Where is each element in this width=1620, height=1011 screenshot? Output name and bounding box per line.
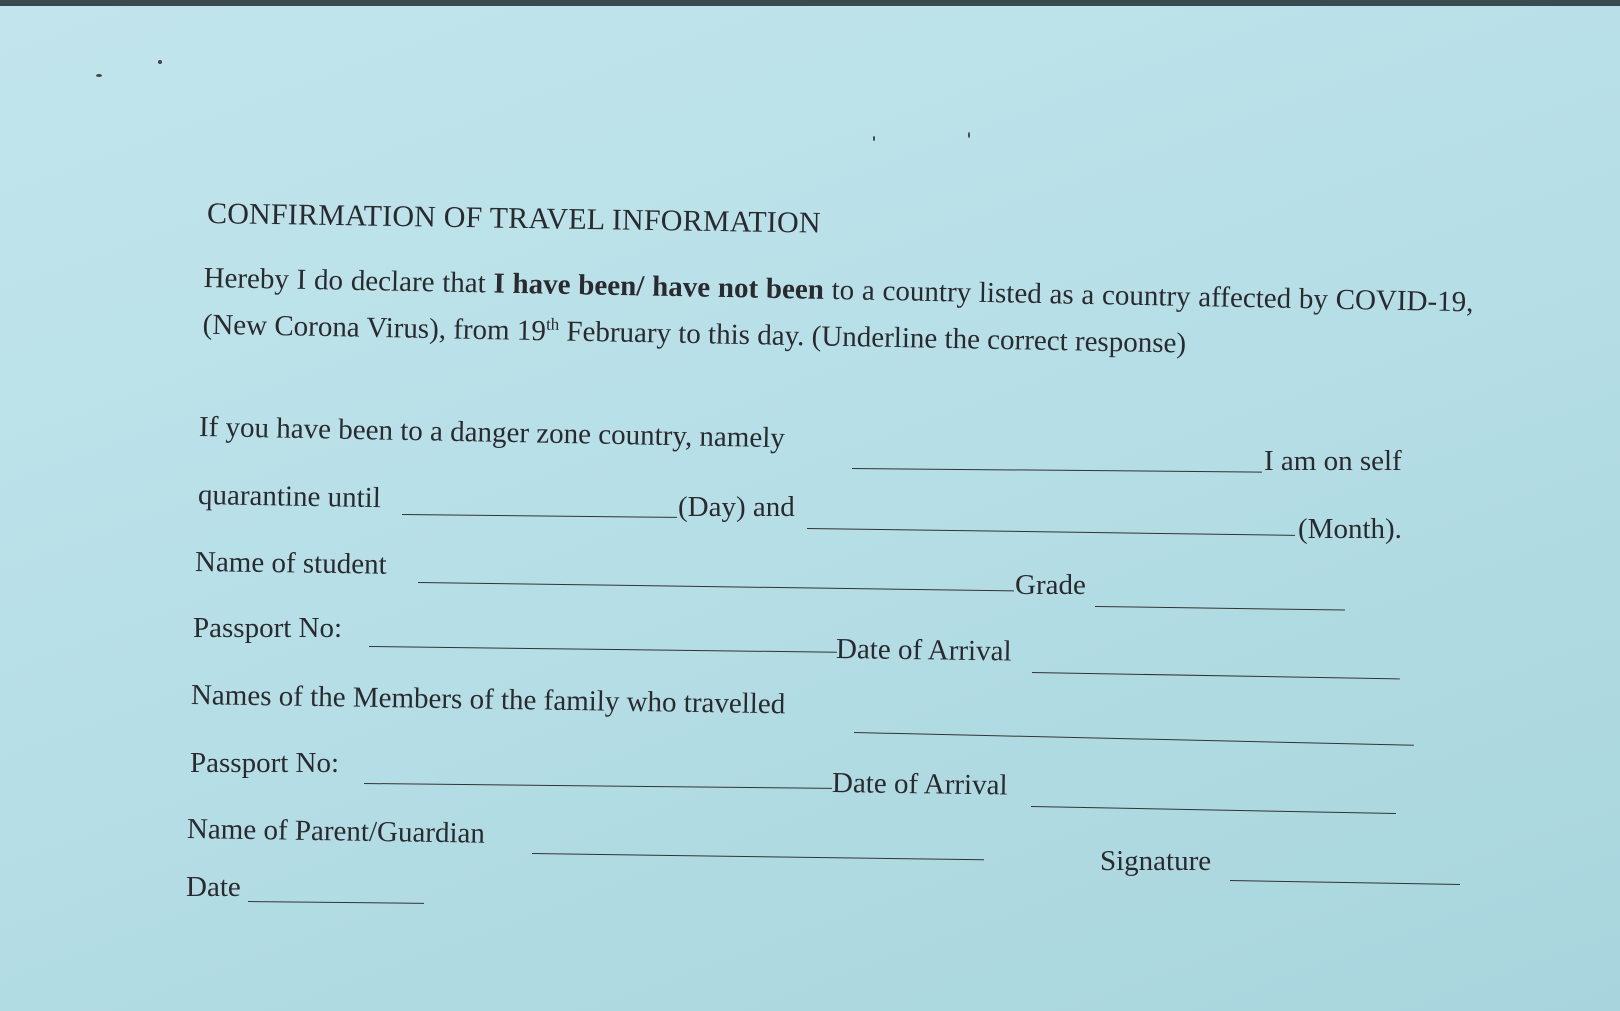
family-members-field[interactable]: [854, 732, 1414, 746]
student-name-label: Name of student: [194, 546, 387, 581]
form-title: CONFIRMATION OF TRAVEL INFORMATION: [206, 197, 822, 240]
date-label: Date: [186, 871, 241, 903]
ordinal-suffix: th: [545, 314, 560, 334]
guardian-name-label: Name of Parent/Guardian: [186, 813, 486, 850]
family-members-label: Names of the Members of the family who travelled: [190, 679, 786, 721]
grade-field[interactable]: [1095, 606, 1345, 610]
self-quarantine-label: I am on self: [1264, 445, 1402, 477]
ink-speck: [96, 74, 102, 77]
declaration-paragraph: [202, 258, 1473, 369]
quarantine-month-field[interactable]: [807, 528, 1295, 536]
signature-field[interactable]: [1230, 880, 1460, 885]
date-of-arrival-field[interactable]: [1031, 806, 1396, 814]
passport-number-label: Passport No:: [193, 612, 343, 644]
signature-label: Signature: [1100, 845, 1212, 877]
date-of-arrival-label: Date of Arrival: [835, 633, 1012, 668]
date-of-arrival-field[interactable]: [1032, 672, 1400, 679]
paper-sheet: [0, 6, 1620, 1011]
danger-zone-country-field[interactable]: [852, 468, 1262, 473]
quarantine-until-label: quarantine until: [197, 479, 382, 515]
ink-speck: [158, 60, 162, 64]
passport-number-field[interactable]: [369, 646, 837, 653]
declaration-text: to a country listed as a country affected by COVID-19, (New Corona Virus), from 19: [202, 273, 1474, 348]
declaration-option-choice[interactable]: I have been/ have not been: [493, 267, 825, 306]
date-of-arrival-label: Date of Arrival: [831, 767, 1008, 802]
passport-number-field[interactable]: [364, 783, 832, 789]
danger-zone-label: If you have been to a danger zone country, namely: [198, 411, 786, 455]
grade-label: Grade: [1015, 569, 1086, 601]
ink-speck: [968, 132, 970, 138]
guardian-name-field[interactable]: [532, 853, 984, 860]
ink-speck: [873, 136, 875, 141]
date-field[interactable]: [248, 901, 424, 904]
student-name-field[interactable]: [418, 582, 1014, 591]
day-label: (Day) and: [678, 491, 795, 523]
declaration-text: Hereby I do declare that: [203, 261, 494, 300]
quarantine-day-field[interactable]: [402, 514, 677, 518]
month-label: (Month).: [1298, 513, 1402, 545]
passport-number-label: Passport No:: [190, 747, 340, 779]
declaration-text: February to this day. (Underline the correct response): [558, 315, 1187, 360]
